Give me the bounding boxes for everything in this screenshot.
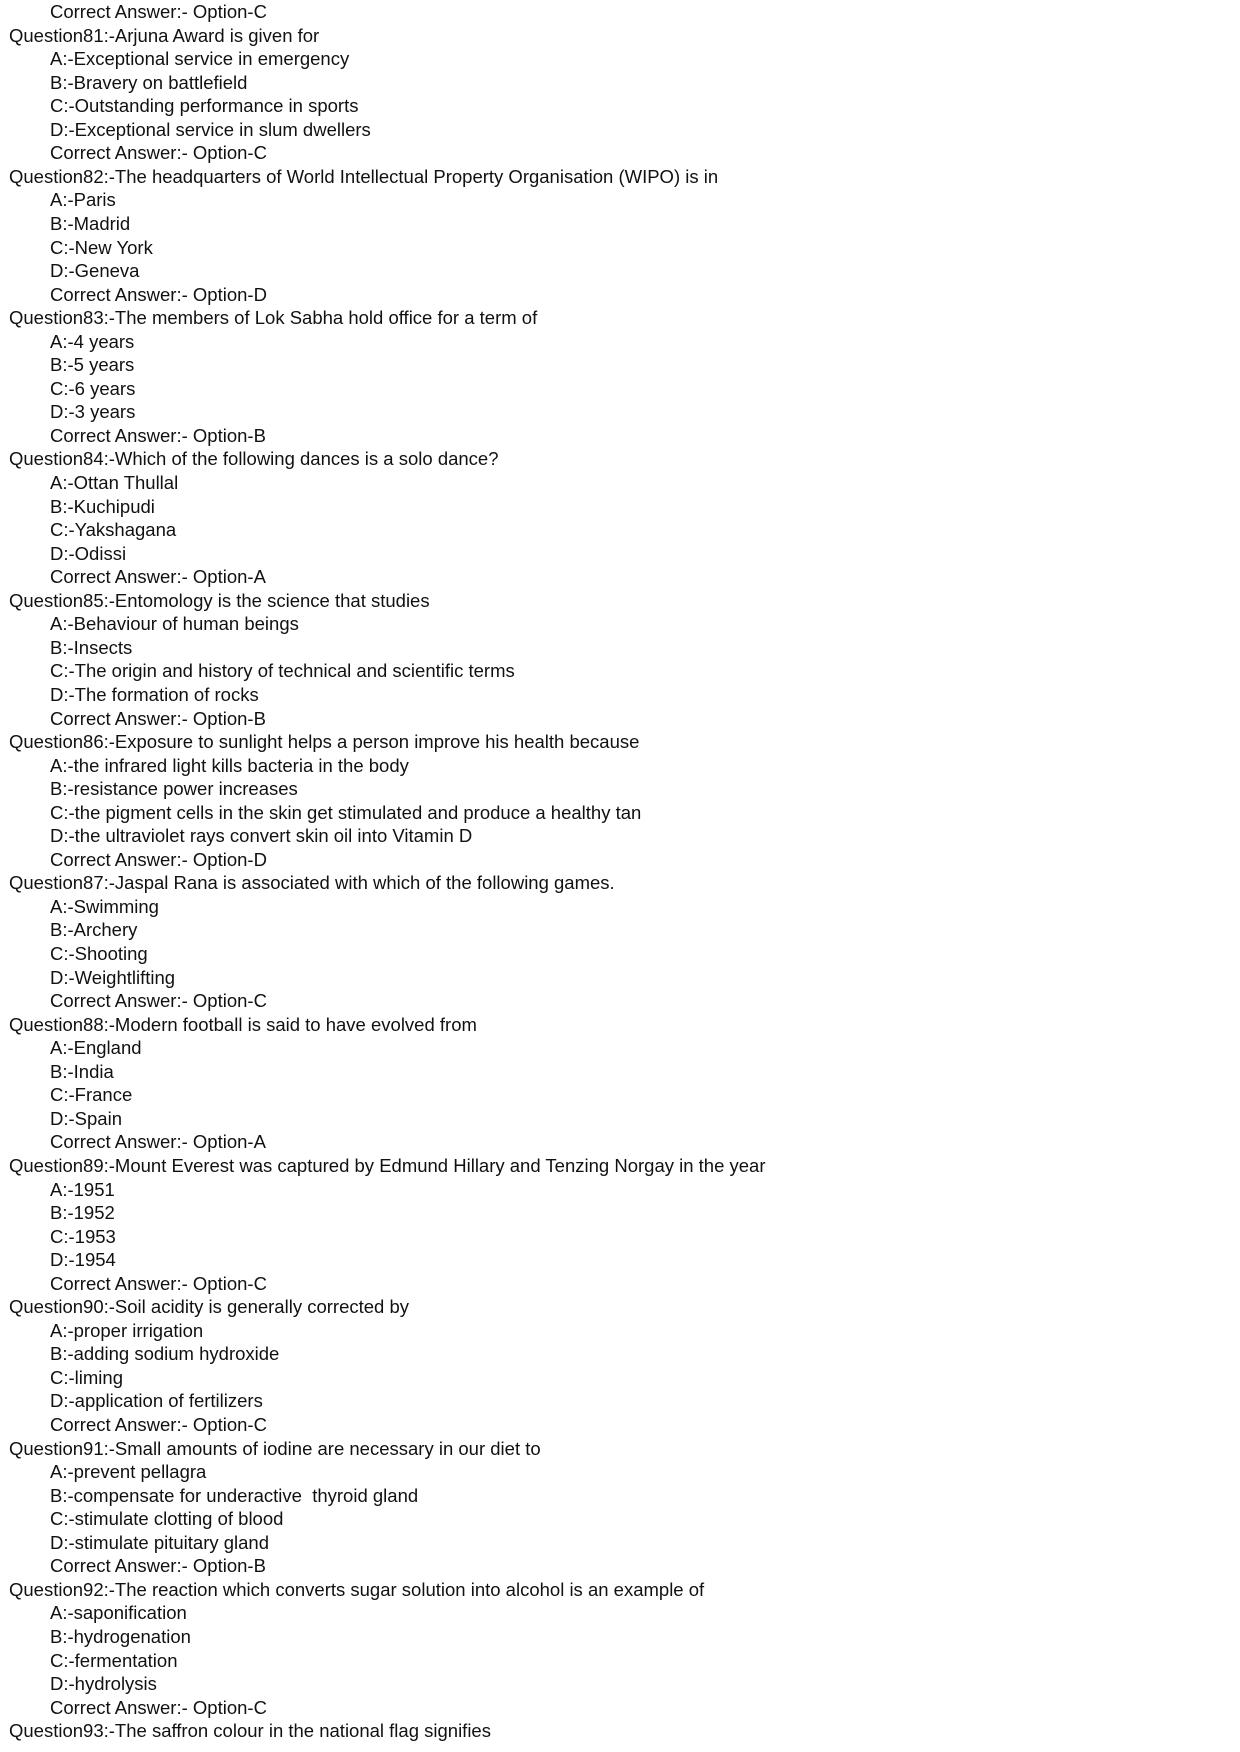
question-text: Question84:-Which of the following dances is a solo dance? bbox=[9, 448, 499, 470]
answer-option: D:-hydrolysis bbox=[50, 1673, 157, 1695]
question-text: Question91:-Small amounts of iodine are necessary in our diet to bbox=[9, 1437, 541, 1459]
question-text: Question87:-Jaspal Rana is associated with which of the following games. bbox=[9, 872, 615, 894]
answer-option: A:-England bbox=[50, 1037, 142, 1059]
correct-answer: Correct Answer:- Option-C bbox=[50, 1414, 267, 1435]
answer-option: A:-Behaviour of human beings bbox=[50, 613, 299, 635]
answer-option: A:-Exceptional service in emergency bbox=[50, 48, 350, 70]
question-text: Question85:-Entomology is the science that studies bbox=[9, 589, 430, 611]
question-text: Question92:-The reaction which converts sugar solution into alcohol is an example of bbox=[9, 1578, 705, 1600]
answer-option: D:-Odissi bbox=[50, 542, 127, 564]
answer-option: B:-hydrogenation bbox=[50, 1625, 191, 1647]
answer-option: B:-Kuchipudi bbox=[50, 495, 155, 517]
correct-answer: Correct Answer:- Option-C bbox=[50, 990, 267, 1012]
answer-option: B:-Insects bbox=[50, 636, 133, 658]
correct-answer: Correct Answer:- Option-C bbox=[50, 1272, 267, 1294]
answer-option: D:-Spain bbox=[50, 1107, 122, 1129]
answer-option: D:-the ultraviolet rays convert skin oil into Vitamin D bbox=[50, 825, 473, 847]
answer-option: C:-the pigment cells in the skin get stimulated and produce a healthy tan bbox=[50, 801, 642, 823]
answer-option: A:-Paris bbox=[50, 189, 116, 211]
answer-option: A:-Swimming bbox=[50, 895, 159, 917]
correct-answer: Correct Answer:- Option-A bbox=[50, 1131, 266, 1153]
answer-option: B:-5 years bbox=[50, 354, 135, 376]
answer-option: D:-Exceptional service in slum dwellers bbox=[50, 118, 371, 140]
answer-option: B:-India bbox=[50, 1060, 114, 1082]
correct-answer: Correct Answer:- Option-C bbox=[50, 142, 267, 164]
answer-option: C:-fermentation bbox=[50, 1649, 178, 1671]
answer-option: B:-Madrid bbox=[50, 212, 131, 234]
answer-option: C:-New York bbox=[50, 236, 153, 258]
question-text: Question90:-Soil acidity is generally corrected by bbox=[9, 1296, 409, 1318]
answer-option: B:-Bravery on battlefield bbox=[50, 71, 248, 93]
answer-option: D:-1954 bbox=[50, 1249, 116, 1271]
answer-option: B:-Archery bbox=[50, 919, 138, 941]
answer-option: D:-Weightlifting bbox=[50, 966, 176, 988]
correct-answer: Correct Answer:- Option-C bbox=[50, 1, 267, 22]
answer-option: C:-6 years bbox=[50, 377, 136, 399]
answer-option: A:-prevent pellagra bbox=[50, 1461, 207, 1483]
answer-option: C:-The origin and history of technical and scientific terms bbox=[50, 660, 515, 682]
answer-option: C:-Yakshagana bbox=[50, 519, 177, 541]
answer-option: D:-application of fertilizers bbox=[50, 1390, 263, 1412]
question-text: Question93:-The saffron colour in the national flag signifies bbox=[9, 1720, 491, 1742]
answer-option: B:-1952 bbox=[50, 1202, 115, 1224]
question-text: Question86:-Exposure to sunlight helps a person improve his health because bbox=[9, 731, 640, 753]
answer-option: A:-1951 bbox=[50, 1178, 115, 1200]
question-text: Question82:-The headquarters of World Intellectual Property Organisation (WIPO) is in bbox=[9, 165, 719, 187]
correct-answer: Correct Answer:- Option-C bbox=[50, 1696, 267, 1718]
correct-answer: Correct Answer:- Option-D bbox=[50, 848, 267, 870]
question-text: Question83:-The members of Lok Sabha hold office for a term of bbox=[9, 307, 538, 329]
answer-option: B:-resistance power increases bbox=[50, 778, 298, 800]
answer-option: C:-Shooting bbox=[50, 943, 148, 964]
answer-option: D:-Geneva bbox=[50, 260, 140, 282]
answer-option: D:-The formation of rocks bbox=[50, 683, 259, 705]
answer-option: D:-3 years bbox=[50, 401, 136, 423]
answer-option: C:-stimulate clotting of blood bbox=[50, 1508, 284, 1530]
answer-option: C:-liming bbox=[50, 1366, 123, 1388]
correct-answer: Correct Answer:- Option-B bbox=[50, 1555, 266, 1577]
answer-option: A:-saponification bbox=[50, 1602, 187, 1624]
answer-option: C:-Outstanding performance in sports bbox=[50, 95, 359, 117]
question-text: Question88:-Modern football is said to have evolved from bbox=[9, 1013, 477, 1035]
answer-option: C:-France bbox=[50, 1084, 133, 1106]
correct-answer: Correct Answer:- Option-B bbox=[50, 707, 266, 729]
answer-option: D:-stimulate pituitary gland bbox=[50, 1531, 270, 1553]
answer-option: B:-compensate for underactive thyroid gland bbox=[50, 1484, 419, 1506]
question-text: Question81:-Arjuna Award is given for bbox=[9, 24, 320, 46]
question-text: Question89:-Mount Everest was captured by Edmund Hillary and Tenzing Norgay in the year bbox=[9, 1154, 766, 1176]
correct-answer: Correct Answer:- Option-D bbox=[50, 283, 267, 305]
answer-option: A:-Ottan Thullal bbox=[50, 472, 179, 493]
answer-option: C:-1953 bbox=[50, 1225, 116, 1247]
answer-option: A:-4 years bbox=[50, 330, 135, 352]
correct-answer: Correct Answer:- Option-A bbox=[50, 566, 266, 588]
answer-option: A:-proper irrigation bbox=[50, 1319, 204, 1341]
answer-option: A:-the infrared light kills bacteria in the body bbox=[50, 754, 409, 776]
correct-answer: Correct Answer:- Option-B bbox=[50, 424, 266, 446]
answer-option: B:-adding sodium hydroxide bbox=[50, 1343, 280, 1365]
